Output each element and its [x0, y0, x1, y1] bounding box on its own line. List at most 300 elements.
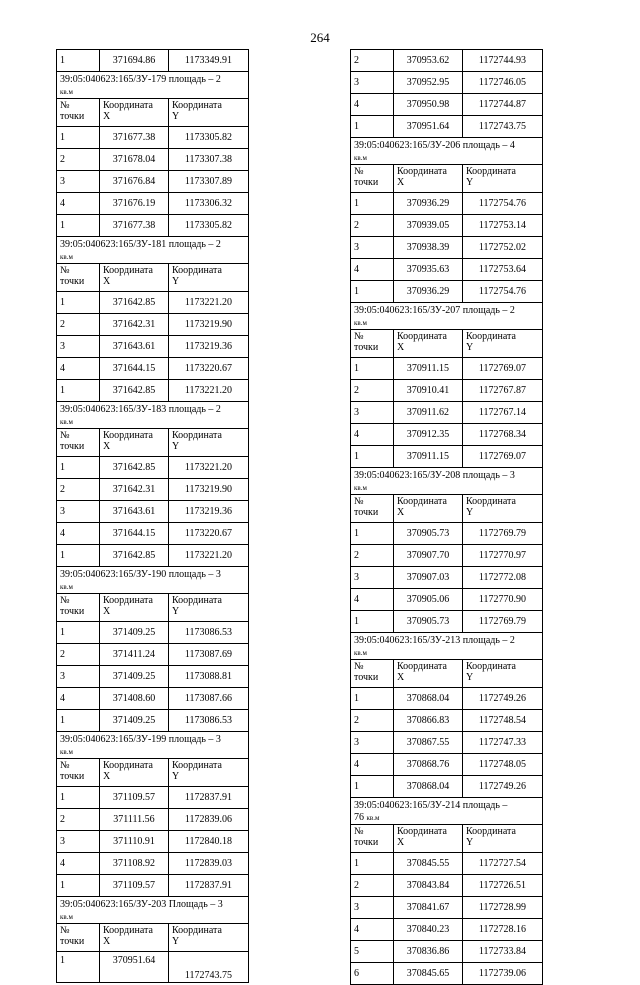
- table-row: [57, 358, 249, 380]
- point-number-cell: 3: [57, 831, 100, 852]
- point-number-cell: 4: [57, 853, 100, 874]
- header-text: X: [397, 177, 405, 188]
- coord-y-cell: 1172744.87: [463, 94, 543, 115]
- plot-caption: [351, 633, 543, 659]
- area-unit: кв.м: [354, 154, 367, 162]
- header-text: Координата: [103, 760, 153, 771]
- coord-y-cell: 1173221.20: [169, 380, 249, 401]
- area-unit: кв.м: [366, 814, 380, 822]
- point-number-cell: 2: [351, 710, 394, 731]
- coord-x-cell: 371108.92: [100, 853, 169, 874]
- coord-x-cell: 370936.29: [394, 281, 463, 302]
- coord-x-cell: 371694.86: [100, 50, 169, 71]
- coord-y-cell: 1173087.69: [169, 644, 249, 665]
- plot-caption: [57, 567, 249, 593]
- table-row: [57, 666, 249, 688]
- plot-caption-text: 39:05:040623:165/ЗУ-206 площадь – 4: [354, 140, 515, 151]
- table-row: [351, 237, 543, 259]
- plot-caption-row: [351, 138, 543, 165]
- coord-x-cell: 371411.24: [100, 644, 169, 665]
- coord-x-cell: 370952.95: [394, 72, 463, 93]
- point-number-cell: 1: [351, 193, 394, 214]
- header-coord-y: [463, 330, 543, 357]
- coord-x-cell: 370845.55: [394, 853, 463, 874]
- point-number-cell: 1: [57, 292, 100, 313]
- plot-caption: [57, 237, 249, 263]
- table-row: [57, 149, 249, 171]
- coord-x-cell: 370912.35: [394, 424, 463, 445]
- header-text: №: [60, 595, 70, 606]
- table-row: [57, 622, 249, 644]
- point-number-cell: 2: [351, 50, 394, 71]
- point-number-cell: 2: [57, 809, 100, 830]
- table-row: [57, 952, 249, 983]
- header-text: Координата: [172, 760, 222, 771]
- point-number-cell: 1: [351, 358, 394, 379]
- table-row: [351, 941, 543, 963]
- point-number-cell: 2: [351, 215, 394, 236]
- table-row: [351, 94, 543, 116]
- coord-y-cell: 1173219.36: [169, 336, 249, 357]
- coord-x-cell: 371109.57: [100, 787, 169, 808]
- plot-caption-row: [57, 72, 249, 99]
- header-point-number: [351, 165, 394, 192]
- table-row: [351, 567, 543, 589]
- coord-y-cell: 1172753.64: [463, 259, 543, 280]
- table-header-row: [351, 165, 543, 193]
- coord-y-cell: 1172746.05: [463, 72, 543, 93]
- plot-caption-text: 39:05:040623:165/ЗУ-203 Площадь – 3: [60, 899, 223, 910]
- header-coord-x: [100, 759, 169, 786]
- header-point-number: [57, 429, 100, 456]
- header-text: X: [103, 771, 111, 782]
- header-text: точки: [60, 276, 85, 287]
- point-number-cell: 4: [351, 589, 394, 610]
- coord-x-cell: 370938.39: [394, 237, 463, 258]
- point-number-cell: 4: [57, 688, 100, 709]
- coord-y-cell: 1172769.07: [463, 358, 543, 379]
- coord-x-cell: 370953.62: [394, 50, 463, 71]
- coord-x-cell: 370910.41: [394, 380, 463, 401]
- point-number-cell: 1: [351, 611, 394, 632]
- point-number-cell: 2: [57, 479, 100, 500]
- header-text: точки: [354, 507, 379, 518]
- header-text: Координата: [466, 166, 516, 177]
- coord-x-cell: 370841.67: [394, 897, 463, 918]
- header-coord-x: [394, 495, 463, 522]
- header-text: Y: [466, 177, 474, 188]
- table-row: [351, 424, 543, 446]
- coord-x-cell: 370911.15: [394, 358, 463, 379]
- table-row: [351, 963, 543, 985]
- header-text: точки: [354, 177, 379, 188]
- coord-x-cell: 371642.31: [100, 314, 169, 335]
- coord-y-cell: 1173088.81: [169, 666, 249, 687]
- header-text: Y: [466, 837, 474, 848]
- coord-x-cell: 371643.61: [100, 501, 169, 522]
- coord-y-cell: 1172770.97: [463, 545, 543, 566]
- coord-y-cell: 1172728.16: [463, 919, 543, 940]
- plot-caption-text: 39:05:040623:165/ЗУ-190 площадь – 3: [60, 569, 221, 580]
- header-text: точки: [60, 111, 85, 122]
- plot-caption: [57, 402, 249, 428]
- header-coord-x: [100, 429, 169, 456]
- header-text: Координата: [397, 826, 447, 837]
- coord-y-cell: 1173221.20: [169, 292, 249, 313]
- plot-caption-row: [57, 237, 249, 264]
- coord-y-cell: 1172754.76: [463, 281, 543, 302]
- header-text: Координата: [103, 265, 153, 276]
- table-row: [57, 457, 249, 479]
- header-text: Координата: [172, 430, 222, 441]
- table-row: [351, 545, 543, 567]
- plot-caption-text: 39:05:040623:165/ЗУ-179 площадь – 2: [60, 74, 221, 85]
- plot-caption-text: 39:05:040623:165/ЗУ-207 площадь – 2: [354, 305, 515, 316]
- coord-x-cell: 371642.85: [100, 545, 169, 566]
- point-number-cell: 4: [351, 754, 394, 775]
- header-text: Координата: [466, 661, 516, 672]
- header-text: Координата: [172, 595, 222, 606]
- plot-area-value: 76: [354, 812, 364, 823]
- coord-x-cell: 371678.04: [100, 149, 169, 170]
- table-header-row: [57, 264, 249, 292]
- point-number-cell: 4: [57, 193, 100, 214]
- header-text: №: [60, 430, 70, 441]
- header-text: №: [354, 496, 364, 507]
- point-number-cell: 3: [351, 567, 394, 588]
- coord-x-cell: 370868.04: [394, 776, 463, 797]
- header-text: Координата: [103, 595, 153, 606]
- coord-y-cell: 1173219.90: [169, 479, 249, 500]
- table-row: [351, 776, 543, 798]
- page-number: 264: [310, 30, 330, 45]
- coord-y-cell: 1172728.99: [463, 897, 543, 918]
- point-number-cell: 4: [351, 424, 394, 445]
- coord-y-cell: 1173307.38: [169, 149, 249, 170]
- point-number-cell: 1: [57, 50, 100, 71]
- point-number-cell: 1: [351, 688, 394, 709]
- area-unit: кв.м: [354, 649, 367, 657]
- plot-caption-text: 39:05:040623:165/ЗУ-213 площадь – 2: [354, 635, 515, 646]
- plot-caption-text: 39:05:040623:165/ЗУ-181 площадь – 2: [60, 239, 221, 250]
- table-row: [351, 380, 543, 402]
- point-number-cell: 3: [351, 402, 394, 423]
- coord-x-cell: 370939.05: [394, 215, 463, 236]
- header-text: X: [397, 672, 405, 683]
- coord-y-cell: 1173220.67: [169, 523, 249, 544]
- header-coord-y: [169, 429, 249, 456]
- point-number-cell: 1: [57, 952, 100, 982]
- coord-x-cell: 370843.84: [394, 875, 463, 896]
- point-number-cell: 5: [351, 941, 394, 962]
- table-row: [57, 171, 249, 193]
- header-coord-x: [100, 264, 169, 291]
- point-number-cell: 3: [351, 897, 394, 918]
- header-text: точки: [354, 342, 379, 353]
- coord-y-cell: 1172767.87: [463, 380, 543, 401]
- point-number-cell: 1: [57, 622, 100, 643]
- coord-x-cell: 371409.25: [100, 622, 169, 643]
- header-text: Y: [466, 342, 474, 353]
- header-text: Координата: [397, 166, 447, 177]
- table-row: [351, 72, 543, 94]
- table-row: [57, 292, 249, 314]
- header-coord-x: [100, 924, 169, 951]
- coord-x-cell: 370935.63: [394, 259, 463, 280]
- coord-x-cell: 370836.86: [394, 941, 463, 962]
- coord-y-cell: 1172748.05: [463, 754, 543, 775]
- header-point-number: [351, 330, 394, 357]
- table-row: [57, 501, 249, 523]
- header-text: №: [60, 100, 70, 111]
- header-text: Y: [172, 441, 180, 452]
- left-coordinates-column: [56, 49, 249, 983]
- area-unit: кв.м: [60, 253, 73, 261]
- point-number-cell: 3: [57, 336, 100, 357]
- point-number-cell: 1: [57, 127, 100, 148]
- coord-y-cell: 1173086.53: [169, 710, 249, 731]
- plot-caption: [57, 732, 249, 758]
- coord-y-cell: 1173221.20: [169, 545, 249, 566]
- table-row: [57, 809, 249, 831]
- plot-caption-row: [57, 567, 249, 594]
- point-number-cell: 1: [351, 446, 394, 467]
- table-row: [57, 336, 249, 358]
- plot-caption: [351, 138, 543, 164]
- point-number-cell: 3: [351, 732, 394, 753]
- header-text: X: [103, 111, 111, 122]
- table-row: [351, 919, 543, 941]
- coord-y-cell: 1172726.51: [463, 875, 543, 896]
- header-text: Y: [466, 507, 474, 518]
- coord-x-cell: 370866.83: [394, 710, 463, 731]
- table-row: [57, 688, 249, 710]
- point-number-cell: 4: [351, 259, 394, 280]
- coord-x-cell: 370950.98: [394, 94, 463, 115]
- header-text: №: [60, 265, 70, 276]
- header-text: X: [103, 606, 111, 617]
- table-row: [351, 875, 543, 897]
- coord-x-cell: 371409.25: [100, 666, 169, 687]
- point-number-cell: 1: [57, 380, 100, 401]
- table-row: [57, 710, 249, 732]
- header-text: точки: [60, 606, 85, 617]
- coord-x-cell: 370907.03: [394, 567, 463, 588]
- header-text: Координата: [172, 925, 222, 936]
- coord-x-cell: 370911.62: [394, 402, 463, 423]
- coord-y-cell: 1172749.26: [463, 688, 543, 709]
- coord-x-cell: 370907.70: [394, 545, 463, 566]
- table-header-row: [57, 924, 249, 952]
- point-number-cell: 1: [351, 523, 394, 544]
- coord-y-cell: 1172748.54: [463, 710, 543, 731]
- point-number-cell: 1: [57, 545, 100, 566]
- header-coord-x: [394, 825, 463, 852]
- coord-x-cell: 371409.25: [100, 710, 169, 731]
- coord-x-cell: 371642.85: [100, 457, 169, 478]
- table-row: [57, 787, 249, 809]
- plot-caption-text: 39:05:040623:165/ЗУ-183 площадь – 2: [60, 404, 221, 415]
- coord-y-cell: 1172767.14: [463, 402, 543, 423]
- coord-x-cell: 371677.38: [100, 215, 169, 236]
- header-coord-y: [169, 759, 249, 786]
- header-coord-y: [463, 660, 543, 687]
- header-coord-y: [169, 264, 249, 291]
- header-text: №: [354, 661, 364, 672]
- header-text: Координата: [397, 331, 447, 342]
- table-row: [57, 545, 249, 567]
- header-text: Y: [172, 276, 180, 287]
- header-text: Y: [172, 606, 180, 617]
- point-number-cell: 2: [57, 314, 100, 335]
- coord-y-cell: 1173305.82: [169, 127, 249, 148]
- coord-x-cell: 370905.06: [394, 589, 463, 610]
- point-number-cell: 2: [351, 545, 394, 566]
- table-header-row: [351, 330, 543, 358]
- header-text: X: [103, 441, 111, 452]
- table-row: [351, 116, 543, 138]
- header-text: X: [397, 507, 405, 518]
- table-row: [57, 380, 249, 402]
- header-coord-x: [100, 99, 169, 126]
- table-row: [351, 897, 543, 919]
- table-row: [57, 127, 249, 149]
- coord-y-cell: 1172840.18: [169, 831, 249, 852]
- table-row: [351, 215, 543, 237]
- area-unit: кв.м: [60, 583, 73, 591]
- coord-x-cell: 370845.65: [394, 963, 463, 984]
- header-coord-y: [463, 825, 543, 852]
- header-text: точки: [60, 441, 85, 452]
- header-text: №: [354, 331, 364, 342]
- header-point-number: [57, 264, 100, 291]
- coord-y-cell: 1173307.89: [169, 171, 249, 192]
- point-number-cell: 4: [351, 919, 394, 940]
- coord-y-cell: 1173306.32: [169, 193, 249, 214]
- coord-x-cell: 370951.64: [394, 116, 463, 137]
- point-number-cell: 1: [351, 853, 394, 874]
- plot-caption-text: 39:05:040623:165/ЗУ-208 площадь – 3: [354, 470, 515, 481]
- table-row: [351, 193, 543, 215]
- coord-x-cell: 371110.91: [100, 831, 169, 852]
- header-text: Координата: [172, 265, 222, 276]
- table-header-row: [351, 660, 543, 688]
- header-text: точки: [354, 672, 379, 683]
- table-header-row: [57, 99, 249, 127]
- header-text: точки: [60, 771, 85, 782]
- plot-caption-row: [57, 732, 249, 759]
- coord-y-cell: 1173219.36: [169, 501, 249, 522]
- header-point-number: [57, 924, 100, 951]
- coord-y-cell: 1172769.79: [463, 523, 543, 544]
- header-text: Координата: [466, 496, 516, 507]
- point-number-cell: 1: [351, 776, 394, 797]
- point-number-cell: 4: [57, 523, 100, 544]
- plot-caption-text: 39:05:040623:165/ЗУ-199 площадь – 3: [60, 734, 221, 745]
- coord-y-cell: 1172837.91: [169, 787, 249, 808]
- table-row: [351, 259, 543, 281]
- coord-y-cell: 1173221.20: [169, 457, 249, 478]
- coord-x-cell: 371677.38: [100, 127, 169, 148]
- coord-x-cell: 370867.55: [394, 732, 463, 753]
- header-coord-y: [169, 99, 249, 126]
- point-number-cell: 1: [351, 116, 394, 137]
- header-point-number: [57, 594, 100, 621]
- header-text: Координата: [397, 496, 447, 507]
- header-point-number: [351, 825, 394, 852]
- header-text: Координата: [397, 661, 447, 672]
- coord-y-cell: 1172772.08: [463, 567, 543, 588]
- coord-x-cell: 371644.15: [100, 358, 169, 379]
- plot-caption-row: [57, 402, 249, 429]
- header-text: Координата: [172, 100, 222, 111]
- plot-caption: [57, 897, 249, 923]
- coord-y-cell: 1172752.02: [463, 237, 543, 258]
- point-number-cell: 3: [351, 237, 394, 258]
- area-unit: кв.м: [60, 913, 73, 921]
- header-coord-x: [394, 660, 463, 687]
- table-row: [351, 446, 543, 468]
- plot-caption-row: [57, 897, 249, 924]
- plot-caption: [351, 468, 543, 494]
- header-point-number: [351, 660, 394, 687]
- header-point-number: [57, 759, 100, 786]
- header-text: Координата: [466, 331, 516, 342]
- header-text: точки: [354, 837, 379, 848]
- point-number-cell: 3: [57, 171, 100, 192]
- header-coord-x: [394, 165, 463, 192]
- table-header-row: [351, 825, 543, 853]
- coord-x-cell: 370911.15: [394, 446, 463, 467]
- header-text: Y: [172, 936, 180, 947]
- table-row: [351, 611, 543, 633]
- coord-y-cell: 1172739.06: [463, 963, 543, 984]
- area-unit: кв.м: [354, 484, 367, 492]
- header-coord-y: [169, 924, 249, 951]
- coord-y-cell: 1172743.75: [463, 116, 543, 137]
- point-number-cell: 1: [351, 281, 394, 302]
- table-header-row: [57, 759, 249, 787]
- right-coordinates-column: [350, 49, 543, 985]
- table-header-row: [351, 495, 543, 523]
- table-header-row: [57, 594, 249, 622]
- coord-x-cell: 370868.04: [394, 688, 463, 709]
- area-unit: кв.м: [60, 418, 73, 426]
- coord-y-cell: 1172769.79: [463, 611, 543, 632]
- point-number-cell: 3: [57, 501, 100, 522]
- header-text: №: [354, 166, 364, 177]
- coord-x-cell: 371644.15: [100, 523, 169, 544]
- coord-y-cell: 1172727.54: [463, 853, 543, 874]
- coord-x-cell: 371676.19: [100, 193, 169, 214]
- plot-caption-row: [351, 798, 543, 825]
- point-number-cell: 1: [57, 710, 100, 731]
- plot-caption: [57, 72, 249, 98]
- header-text: Координата: [103, 430, 153, 441]
- coord-y-cell: 1172747.33: [463, 732, 543, 753]
- coord-x-cell: 370936.29: [394, 193, 463, 214]
- coord-x-cell: 370905.73: [394, 523, 463, 544]
- table-row: [57, 193, 249, 215]
- coord-y-cell: 1172749.26: [463, 776, 543, 797]
- point-number-cell: 4: [351, 94, 394, 115]
- coord-x-cell: 370905.73: [394, 611, 463, 632]
- header-text: Y: [466, 672, 474, 683]
- plot-caption-row: [351, 468, 543, 495]
- header-coord-y: [463, 495, 543, 522]
- table-row: [351, 589, 543, 611]
- point-number-cell: 3: [351, 72, 394, 93]
